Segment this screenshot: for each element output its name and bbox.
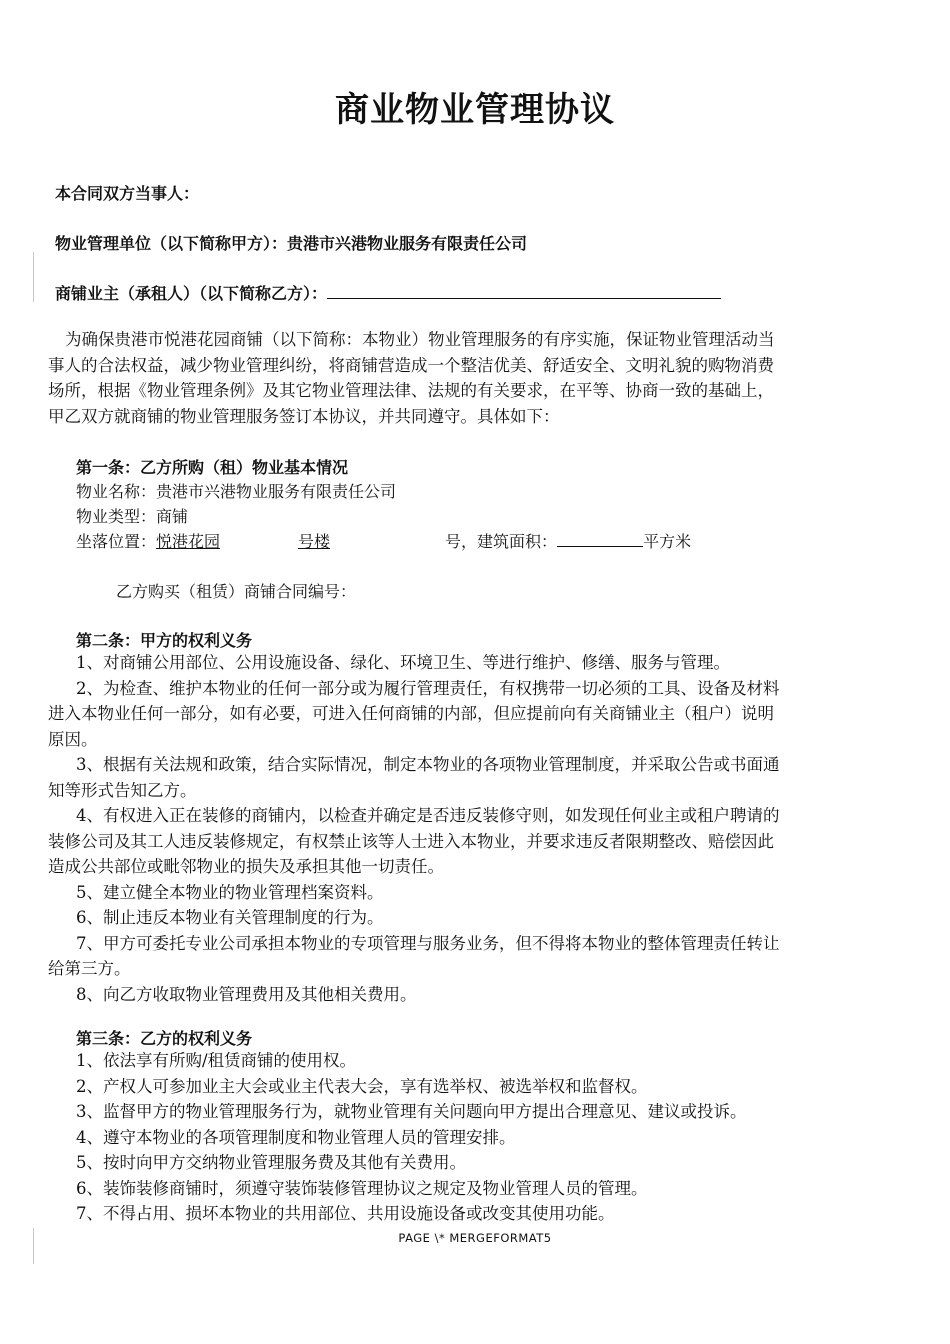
article3-line: 1、依法享有所购/租赁商铺的使用权。 [76,1051,357,1070]
article3-body [76,1048,747,1227]
article2-line: 7、甲方可委托专业公司承担本物业的专项管理与服务业务，但不得将本物业的整体管理责任转让 [76,933,780,953]
property-name: 物业名称：贵港市兴港物业服务有限责任公司 [76,482,397,501]
preamble-line: 事人的合法权益，减少物业管理纠纷，将商铺营造成一个整洁优美、舒适安全、文明礼貌的购物消费 [48,355,774,375]
parties-intro: 本合同双方当事人： [55,184,200,203]
article2-line: 给第三方。 [48,959,131,978]
preamble-line: 为确保贵港市悦港花园商铺（以下简称：本物业）物业管理服务的有序实施，保证物业管理活动当 [65,330,775,349]
article2-line: 8、向乙方收取物业管理费用及其他相关费用。 [76,984,417,1004]
article2-line: 知等形式告知乙方。 [48,780,197,800]
location-label: 坐落位置： [76,532,157,551]
page-footer: PAGE \* MERGEFORMAT5 [398,1231,552,1245]
article2-line: 3、根据有关法规和政策，结合实际情况，制定本物业的各项物业管理制度，并采取公告或书面通 [76,755,780,774]
preamble-line: 甲乙双方就商铺的物业管理服务签订本协议，并共同遵守。具体如下： [48,406,560,426]
preamble [48,327,775,429]
article2-line: 进入本物业任何一部分，如有必要，可进入任何商铺的内部，但应提前向有关商铺业主（租户）说明 [48,704,774,723]
article2-line: 4、有权进入正在装修的商铺内，以检查并确定是否违反装修守则，如发现任何业主或租户聘请的 [76,806,780,825]
margin-marker-top [33,252,34,302]
party-a: 物业管理单位（以下简称甲方）：贵港市兴港物业服务有限责任公司 [55,234,528,253]
article3-line: 4、遵守本物业的各项管理制度和物业管理人员的管理安排。 [76,1127,516,1147]
area-blank [557,530,643,547]
article2-line: 6、制止违反本物业有关管理制度的行为。 [76,908,384,927]
party-b-blank [327,282,721,299]
property-type: 物业类型：商铺 [76,507,189,526]
article2-line: 1、对商铺公用部位、公用设施设备、绿化、环境卫生、等进行维护、修缮、服务与管理。 [76,653,730,672]
article3-line: 5、按时向甲方交纳物业管理服务费及其他有关费用。 [76,1153,466,1172]
number-blank [330,531,445,547]
location-building: 号楼 [298,532,331,551]
document-title: 商业物业管理协议 [335,90,615,130]
article2-line: 原因。 [48,729,98,749]
building-blank [220,531,298,547]
article3-line: 6、装饰装修商铺时，须遵守装饰装修管理协议之规定及物业管理人员的管理。 [76,1178,648,1198]
party-b-label: 商铺业主（承租人）（以下简称乙方）： [55,284,328,303]
article2-heading: 第二条：甲方的权利义务 [76,631,253,650]
property-location [76,529,691,552]
article3-line: 7、不得占用、损坏本物业的共用部位、共用设施设备或改变其使用功能。 [76,1204,615,1223]
article1-heading: 第一条：乙方所购（租）物业基本情况 [76,458,349,477]
party-b [55,281,721,304]
article2-body [48,650,780,1007]
article2-line: 2、为检查、维护本物业的任何一部分或为履行管理责任，有权携带一切必须的工具、设备及材料 [76,678,780,698]
article2-line: 装修公司及其工人违反装修规定，有权禁止该等人士进入本物业，并要求违反者限期整改、赔偿因此 [48,831,774,851]
area-unit: 平方米 [643,532,692,551]
location-number: 号，建筑面积： [445,532,558,551]
article2-line: 造成公共部位或毗邻物业的损失及承担其他一切责任。 [48,857,444,876]
article3-line: 3、监督甲方的物业管理服务行为，就物业管理有关问题向甲方提出合理意见、建议或投诉。 [76,1102,747,1121]
article2-line: 5、建立健全本物业的物业管理档案资料。 [76,882,384,902]
contract-number: 乙方购买（租赁）商铺合同编号： [116,582,357,601]
location-garden: 悦港花园 号楼 [156,532,445,551]
article3-heading: 第三条：乙方的权利义务 [76,1029,253,1048]
article3-line: 2、产权人可参加业主大会或业主代表大会，享有选举权、被选举权和监督权。 [76,1076,648,1096]
preamble-line: 场所，根据《物业管理条例》及其它物业管理法律、法规的有关要求，在平等、协商一致的基础上， [48,381,774,400]
